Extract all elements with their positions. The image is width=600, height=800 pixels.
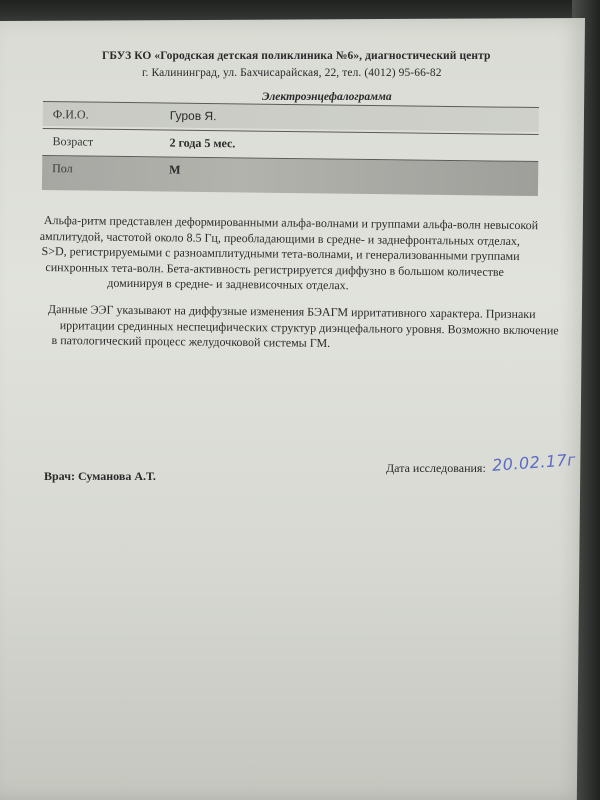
patient-age-row	[42, 128, 538, 159]
patient-info-table	[42, 101, 539, 197]
findings-line: синхронных тета-волн. Бета-активность регистрируется диффузно в большом количестве	[45, 259, 504, 279]
findings-line: доминируя в средне- и задневисочных отделах.	[107, 275, 349, 293]
patient-name-label: Ф.И.О.	[52, 107, 89, 122]
patient-age-label: Возраст	[52, 134, 94, 149]
conclusion-line: в патологический процесс желудочковой системы ГМ.	[51, 333, 331, 350]
patient-sex-label: Пол	[52, 161, 73, 176]
conclusion-line: ирритации срединных неспецифических структур диэнцефального уровня. Возможно включение	[59, 317, 559, 337]
patient-sex-value: М	[169, 162, 181, 177]
patient-sex-row	[42, 155, 538, 196]
findings-paragraph	[39, 213, 550, 296]
findings-line: Альфа-ритм представлен деформированными альфа-волнами и группами альфа-волн невысокой	[43, 213, 539, 233]
document-title: Электроэнцефалограмма	[262, 91, 392, 103]
doctor-name: Врач: Суманова А.Т.	[44, 469, 156, 483]
conclusion-paragraph	[48, 302, 558, 354]
handwritten-date: 20.02.17г	[491, 450, 577, 475]
patient-name-row	[43, 101, 539, 132]
patient-name-value: Гуров Я.	[169, 108, 217, 124]
exam-date-label: Дата исследования:	[386, 461, 486, 475]
findings-line: S>D, регистрируемыми с разноамплитудными тета-волнами, и генерализованными группами	[41, 244, 520, 264]
conclusion-line: Данные ЭЭГ указывают на диффузные изменения БЭАГМ ирритативного характера. Признаки	[47, 302, 536, 322]
header-institution: ГБУЗ КО «Городская детская поликлиника №6», диагностический центр	[102, 50, 491, 62]
header-address: г. Калининград, ул. Бахчисарайская, 22, тел. (4012) 95-66-82	[142, 67, 442, 79]
findings-line: амплитудой, частотой около 8.5 Гц, преобладающими в средне- и заднефронтальных отделах,	[39, 228, 521, 248]
patient-age-value: 2 года 5 мес.	[169, 135, 236, 151]
